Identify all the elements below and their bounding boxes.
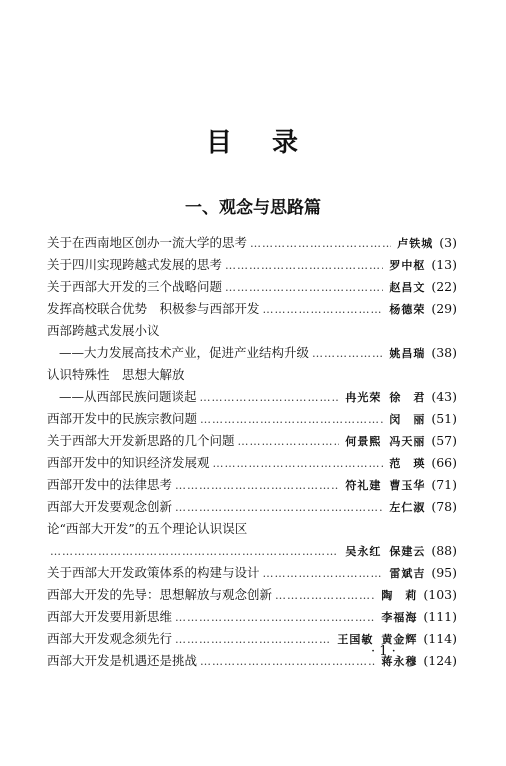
entry-page: (66) [431,455,457,470]
entry-page: (57) [431,433,457,448]
entry-page: (88) [431,543,457,558]
entry-author: 吴永红 [345,545,382,558]
dot-leader [263,563,384,585]
page-number-footer: · 1 · [371,644,396,659]
entry-author-2: 黄金辉 [381,633,418,646]
entry-title: 认识特殊性 思想大解放 [47,367,185,382]
toc-entry [47,496,457,518]
entry-title: 西部大开发要用新思维 [47,609,173,624]
entry-author: 雷斌吉 [389,567,426,580]
entry-author: 冉光荣 [345,391,382,404]
entry-page: (51) [431,411,457,426]
toc-entry [47,430,457,452]
toc-entry [47,584,457,606]
entry-title: 关于在西南地区创办一流大学的思考 [47,235,248,250]
title-char-2: 录 [272,128,301,158]
entry-title: 关于四川实现跨越式发展的思考 [47,257,223,272]
dot-leader [200,651,375,673]
entry-page: (13) [431,257,457,272]
dot-leader [175,497,383,519]
toc-entry [47,562,457,584]
entry-page: (111) [423,609,457,624]
toc-entry [47,606,457,628]
entry-author: 符礼建 [345,479,382,492]
entry-title: 西部开发中的法律思考 [47,477,173,492]
entry-title: 关于西部大开发新思路的几个问题 [47,433,235,448]
entry-title: 论“西部大开发”的五个理论认识误区 [47,521,248,536]
entry-author-2: 保建云 [389,545,426,558]
toc-entry [47,320,457,364]
entry-page: (38) [431,345,457,360]
entry-page: (22) [431,279,457,294]
entry-page: (95) [431,565,457,580]
dot-leader [225,255,383,277]
entry-title: 西部跨越式发展小议 [47,323,160,338]
toc-entry [47,254,457,276]
entry-page: (114) [423,631,457,646]
entry-author: 赵昌文 [389,281,426,294]
dot-leader [275,585,375,607]
toc-entry [47,232,457,254]
entry-title: 西部开发中的知识经济发展观 [47,455,210,470]
entry-author: 左仁淑 [389,501,426,514]
entry-author: 闵 丽 [389,413,426,426]
dot-leader [50,541,339,563]
entry-title: 西部大开发的先导：思想解放与观念创新 [47,587,273,602]
entry-author: 范 瑛 [389,457,426,470]
entry-author: 姚昌瑞 [389,347,426,360]
entry-author: 陶 莉 [381,589,418,602]
entry-subtitle: ——大力发展高技术产业，促进产业结构升级 [59,345,310,360]
section-heading: 一、观念与思路篇 [185,198,321,218]
entry-page: (3) [439,235,457,250]
entry-author: 杨德荣 [389,303,426,316]
entry-author-2: 曹玉华 [389,479,426,492]
entry-subtitle: ——从西部民族问题谈起 [59,389,197,404]
dot-leader [200,387,340,409]
dot-leader [250,233,391,255]
entry-page: (124) [423,653,457,668]
entry-author: 李福海 [381,611,418,624]
entry-title: 发挥高校联合优势 积极参与西部开发 [47,301,260,316]
dot-leader [175,629,331,651]
entry-title: 关于西部大开发的三个战略问题 [47,279,223,294]
dot-leader [238,431,340,453]
entry-title: 西部大开发是机遇还是挑战 [47,653,198,668]
toc-entry [47,452,457,474]
entry-page: (29) [431,301,457,316]
dot-leader [312,343,383,365]
entry-author: 罗中枢 [389,259,426,272]
entry-title: 西部大开发观念须先行 [47,631,173,646]
entry-author: 王国敏 [337,633,374,646]
toc-entry [47,276,457,298]
dot-leader [175,607,375,629]
dot-leader [200,409,383,431]
entry-page: (78) [431,499,457,514]
page-title [0,122,506,159]
entry-page: (71) [431,477,457,492]
toc-entry [47,518,457,562]
dot-leader [213,453,384,475]
entry-author: 蒋永穆 [381,655,418,668]
toc-entry [47,474,457,496]
entry-author-2: 徐 君 [389,391,426,404]
entry-author: 何景熙 [345,435,382,448]
entry-page: (103) [423,587,457,602]
toc-entry [47,408,457,430]
toc-entry [47,364,457,408]
entry-author: 卢铁城 [397,237,434,250]
entry-page: (43) [431,389,457,404]
entry-title: 西部大开发要观念创新 [47,499,173,514]
entry-title: 西部开发中的民族宗教问题 [47,411,198,426]
dot-leader [175,475,339,497]
toc-entry [47,298,457,320]
dot-leader [225,277,383,299]
table-of-contents [47,232,457,672]
title-char-1: 目 [205,128,234,158]
entry-title: 关于西部大开发政策体系的构建与设计 [47,565,260,580]
dot-leader [263,299,384,321]
entry-author-2: 冯天丽 [389,435,426,448]
